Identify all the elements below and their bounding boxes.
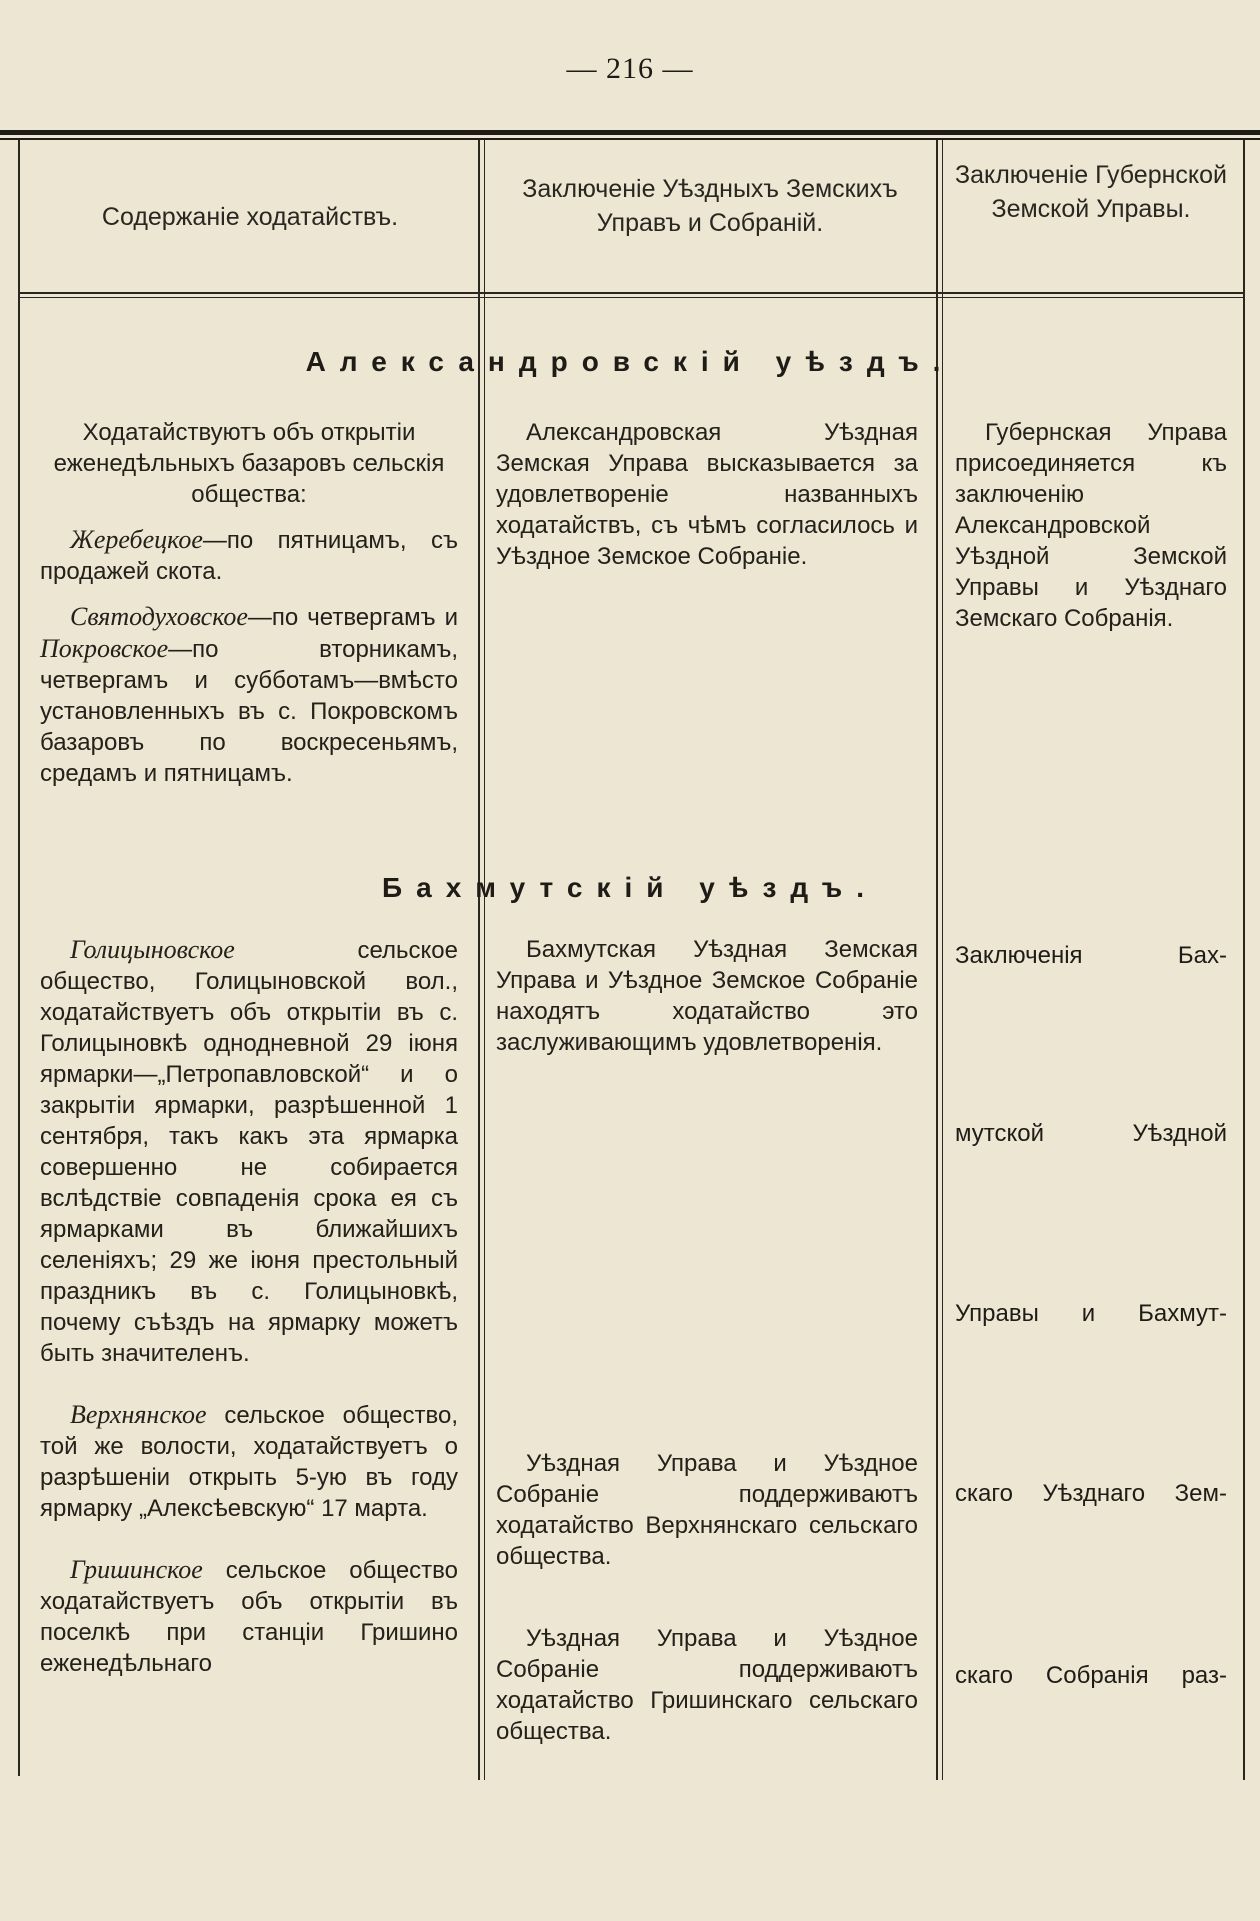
header-gub-opinion: Заключеніе Губернской Земской Управы.	[954, 161, 1228, 223]
village-name: Гришинское	[70, 1555, 203, 1584]
gub-opinion-fragment-2: мутской Уѣздной	[955, 1120, 1227, 1147]
header-bottom-rule-thin	[18, 297, 1243, 298]
header-bottom-rule	[18, 292, 1243, 294]
petition-golitsynovskoe	[40, 934, 458, 1369]
petition-text: сельское общество, Голицыновской вол., ходатайствуетъ объ открытіи въ с. Голицыновкѣ однодневной 29 іюня ярмарки—„Петропавловской“ и о закрытіи ярмарки, разрѣшенной 1 сентября, такъ какъ эта ярмарка совершенно не собирается вслѣдствіе совпаденія срока ея съ ярмарками въ ближайшихъ селеніяхъ; 29 же іюня престольный праздникъ въ с. Голицыновкѣ, почему съѣздъ на ярмарку можетъ быть значителенъ.	[40, 937, 458, 1367]
village-name: Жеребецкое	[70, 525, 203, 554]
petition-text: сельское общество, той же волости, ходатайствуетъ о разрѣшеніи открыть 5-ую въ году ярмарку „Алексѣевскую“ 17 марта.	[40, 1402, 458, 1522]
petition-text: сельское общество ходатайствуетъ объ открытіи въ поселкѣ при станціи Гришино еженедѣльнаго	[40, 1557, 458, 1677]
petition-text: —по четвергамъ и	[247, 604, 458, 631]
gub-opinion-fragment-5: скаго Собранія раз-	[955, 1662, 1227, 1689]
district-title-bakhmut: Бахмутскій уѣздъ.	[382, 872, 878, 903]
gub-opinion-aleksandrovsk: Губернская Управа присоединяется къ заключенію Александровской Уѣздной Земской Управы и Уѣзднаго Земскаго Собранія.	[955, 419, 1227, 632]
header-petition-content: Содержаніе ходатайствъ.	[101, 203, 399, 231]
table-left-border	[18, 140, 20, 1776]
district-title-aleksandrovsk: Александровскій уѣздъ.	[305, 346, 955, 377]
column-separator-2	[936, 140, 938, 1780]
village-name: Голицыновское	[70, 935, 235, 964]
header-uezd-opinion: Заключеніе Уѣздныхъ Земскихъ Управъ и Собраній.	[522, 175, 898, 237]
table-top-rule-thin	[0, 138, 1260, 140]
village-name: Верхнянское	[70, 1400, 207, 1429]
uezd-opinion-verkhnyanskoe: Уѣздная Управа и Уѣздное Собраніе поддерживаютъ ходатайство Верхнянскаго сельскаго общества.	[496, 1450, 918, 1570]
petition-aleksandrovsk	[40, 417, 458, 803]
petition-intro: Ходатайствуютъ объ открытіи еженедѣльныхъ базаровъ сельскія общества:	[53, 419, 445, 508]
uezd-opinion-grishinskoe: Уѣздная Управа и Уѣздное Собраніе поддерживаютъ ходатайство Гришинскаго сельскаго общества.	[496, 1625, 918, 1745]
table-right-border	[1243, 140, 1245, 1780]
column-separator-1b	[484, 140, 485, 1780]
village-name: Покровское	[40, 634, 169, 663]
petition-text: —по пятницамъ, съ продажей скота.	[40, 527, 458, 585]
petition-item-zherebetskoe	[40, 524, 458, 587]
petition-grishinskoe	[40, 1554, 458, 1679]
petition-item-svyatodukhovskoe	[40, 601, 458, 789]
table-top-rule	[0, 130, 1260, 135]
page-number: — 216 —	[566, 52, 694, 85]
gub-opinion-fragment-4: скаго Уѣзднаго Зем-	[955, 1480, 1227, 1507]
gub-opinion-fragment-3: Управы и Бахмут-	[955, 1300, 1227, 1327]
petition-verkhnyanskoe	[40, 1399, 458, 1524]
petitions-bakhmut	[40, 934, 458, 1693]
petition-text: —по вторникамъ, четвергамъ и субботамъ—вмѣсто установленныхъ въ с. Покровскомъ базаровъ по воскресеньямъ, средамъ и пятницамъ.	[40, 636, 458, 787]
column-separator-1	[478, 140, 480, 1780]
column-separator-2b	[942, 140, 943, 1780]
uezd-opinion-golitsynovskoe: Бахмутская Уѣздная Земская Управа и Уѣздное Земское Собраніе находятъ ходатайство это заслуживающимъ удовлетворенія.	[496, 936, 918, 1056]
gub-opinion-fragment-1: Заключенія Бах-	[955, 942, 1227, 969]
village-name: Святодуховское	[70, 602, 248, 631]
uezd-opinion-aleksandrovsk: Александровская Уѣздная Земская Управа высказывается за удовлетвореніе названныхъ ходатайствъ, съ чѣмъ согласилось и Уѣздное Земское Собраніе.	[496, 419, 918, 570]
